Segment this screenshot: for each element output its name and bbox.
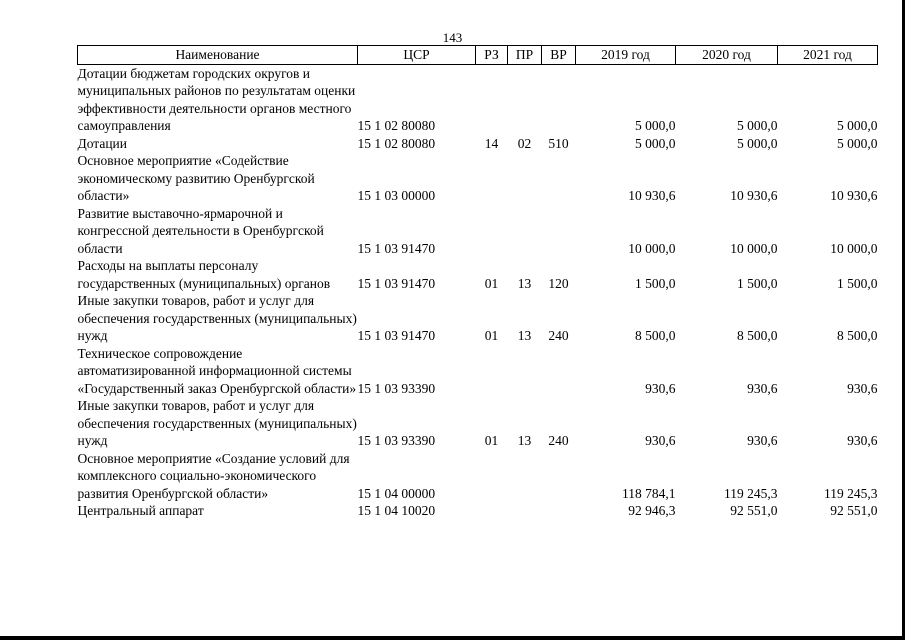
cell-pr xyxy=(508,64,542,135)
table-body xyxy=(78,64,878,520)
table-row xyxy=(78,64,878,135)
cell-2020: 930,6 xyxy=(747,380,778,396)
cell-2021: 930,6 xyxy=(847,433,878,448)
cell-name: Иные закупки товаров, работ и услуг для обеспечения государственных (муниципальных) нужд xyxy=(77,398,357,448)
cell-rz: 01 xyxy=(484,433,499,448)
cell-pr xyxy=(508,450,542,503)
cell-csr: 15 1 03 91470 xyxy=(357,275,436,291)
cell-2021: 92 551,0 xyxy=(830,503,878,518)
cell-name: Иные закупки товаров, работ и услуг для обеспечения государственных (муниципальных) нужд xyxy=(77,293,357,343)
cell-csr: 15 1 04 00000 xyxy=(357,485,436,501)
cell-name: Основное мероприятие «Создание условий для комплексного социально-экономического развития Оренбургской области» xyxy=(77,450,350,501)
cell-vr xyxy=(542,64,576,135)
cell-name: Расходы на выплаты персоналу государственных (муниципальных) органов xyxy=(77,258,331,291)
cell-vr xyxy=(542,345,576,398)
cell-vr: 120 xyxy=(548,275,569,291)
column-header-csr: ЦСР xyxy=(358,46,476,65)
cell-2020: 8 500,0 xyxy=(737,328,778,343)
cell-pr xyxy=(508,152,542,205)
cell-csr: 15 1 03 93390 xyxy=(357,433,436,448)
cell-2019: 930,6 xyxy=(645,380,676,396)
cell-name: Основное мероприятие «Содействие экономическому развитию Оренбургской области» xyxy=(77,153,315,203)
cell-2021: 10 930,6 xyxy=(830,188,878,203)
cell-csr: 15 1 02 80080 xyxy=(357,118,436,133)
cell-2021: 930,6 xyxy=(847,380,878,396)
cell-2019: 92 946,3 xyxy=(628,503,676,518)
column-header-name: Наименование xyxy=(78,46,358,65)
table-row xyxy=(78,502,878,520)
cell-2019: 1 500,0 xyxy=(635,275,676,291)
cell-2021: 1 500,0 xyxy=(837,275,878,291)
cell-2021: 10 000,0 xyxy=(830,240,878,256)
table-row xyxy=(78,257,878,292)
cell-rz: 01 xyxy=(484,328,499,343)
cell-name: Центральный аппарат xyxy=(77,503,204,518)
cell-pr xyxy=(508,345,542,398)
cell-2019: 10 930,6 xyxy=(628,188,676,203)
cell-vr: 240 xyxy=(548,433,569,448)
cell-2020: 10 000,0 xyxy=(730,240,778,256)
cell-vr xyxy=(542,450,576,503)
cell-vr xyxy=(542,205,576,258)
cell-rz xyxy=(476,345,508,398)
cell-rz xyxy=(476,450,508,503)
cell-2021: 8 500,0 xyxy=(837,328,878,343)
cell-vr: 510 xyxy=(548,135,569,151)
cell-pr: 13 xyxy=(517,433,532,448)
table-header-row xyxy=(78,46,878,65)
table-row xyxy=(78,345,878,398)
cell-name: Техническое сопровождение автоматизированной информационной системы «Государственный заказ Оренбургской области» xyxy=(77,345,357,396)
cell-csr: 15 1 03 00000 xyxy=(357,188,436,203)
cell-2020: 92 551,0 xyxy=(730,503,778,518)
cell-csr: 15 1 03 93390 xyxy=(357,380,436,396)
column-header-pr: ПР xyxy=(508,46,542,65)
cell-rz xyxy=(476,205,508,258)
cell-rz: 01 xyxy=(484,275,499,291)
cell-2020: 5 000,0 xyxy=(737,118,778,133)
budget-table xyxy=(77,45,878,520)
table-row xyxy=(78,205,878,258)
cell-rz xyxy=(476,502,508,520)
cell-csr: 15 1 02 80080 xyxy=(357,135,436,151)
column-header-2019: 2019 год xyxy=(576,46,676,65)
cell-2020: 1 500,0 xyxy=(737,275,778,291)
cell-2019: 8 500,0 xyxy=(635,328,676,343)
cell-rz xyxy=(476,64,508,135)
cell-name: Дотации xyxy=(77,135,128,151)
table-row xyxy=(78,135,878,153)
table-row xyxy=(78,152,878,205)
cell-pr: 13 xyxy=(517,328,532,343)
cell-2019: 5 000,0 xyxy=(635,135,676,151)
cell-2021: 5 000,0 xyxy=(837,118,878,133)
cell-2020: 930,6 xyxy=(747,433,778,448)
cell-2019: 10 000,0 xyxy=(628,240,676,256)
cell-2019: 930,6 xyxy=(645,433,676,448)
cell-vr: 240 xyxy=(548,328,569,343)
cell-2021: 119 245,3 xyxy=(824,485,878,501)
table-row xyxy=(78,450,878,503)
cell-vr xyxy=(542,502,576,520)
table-row xyxy=(78,397,878,450)
cell-2019: 5 000,0 xyxy=(635,118,676,133)
page-number: 143 xyxy=(442,30,463,45)
column-header-2020: 2020 год xyxy=(676,46,778,65)
cell-csr: 15 1 04 10020 xyxy=(357,503,436,518)
column-header-rz: РЗ xyxy=(476,46,508,65)
cell-rz xyxy=(476,152,508,205)
column-header-vr: ВР xyxy=(542,46,576,65)
cell-pr xyxy=(508,502,542,520)
cell-csr: 15 1 03 91470 xyxy=(357,240,436,256)
page-border-bottom xyxy=(0,636,905,640)
column-header-2021: 2021 год xyxy=(778,46,878,65)
cell-name: Развитие выставочно-ярмарочной и конгрессной деятельности в Оренбургской области xyxy=(77,205,324,256)
cell-rz: 14 xyxy=(484,135,499,151)
cell-2020: 5 000,0 xyxy=(737,135,778,151)
cell-2019: 118 784,1 xyxy=(622,485,676,501)
table-row xyxy=(78,292,878,345)
cell-2020: 119 245,3 xyxy=(724,485,778,501)
cell-pr: 02 xyxy=(517,135,532,151)
cell-2021: 5 000,0 xyxy=(837,135,878,151)
cell-pr xyxy=(508,205,542,258)
cell-2020: 10 930,6 xyxy=(730,188,778,203)
cell-vr xyxy=(542,152,576,205)
cell-csr: 15 1 03 91470 xyxy=(357,328,436,343)
cell-name: Дотации бюджетам городских округов и муниципальных районов по результатам оценки эффективности деятельности органов местного самоуправления xyxy=(77,65,356,133)
cell-pr: 13 xyxy=(517,275,532,291)
